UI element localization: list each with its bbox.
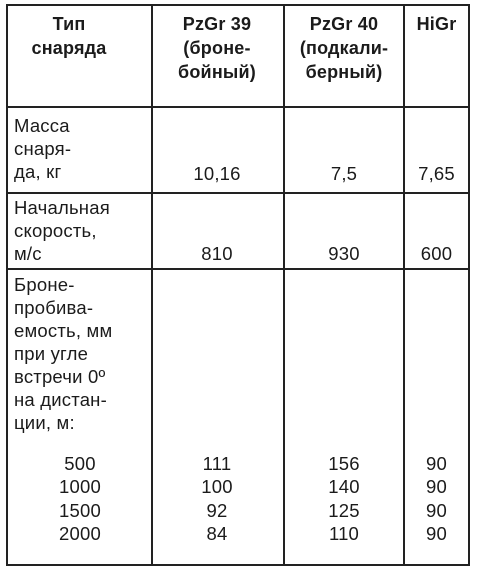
distance-1000: 1000 (59, 476, 101, 498)
row-label-penetration: Броне- пробива- емость, мм при угле встречи 0º на дистан- ции, м: (14, 274, 113, 433)
table-border-bottom (6, 564, 470, 566)
higr-at-2000: 90 (426, 523, 447, 545)
table-border-right (468, 4, 470, 566)
velocity-pzgr40: 930 (328, 243, 360, 264)
row-divider-mass (6, 192, 470, 194)
distance-1500: 1500 (59, 499, 101, 521)
pzgr39-at-1000: 100 (201, 476, 233, 498)
mass-pzgr40: 7,5 (330, 163, 358, 184)
row-divider-velocity (6, 268, 470, 270)
higr-at-1000: 90 (426, 476, 447, 498)
penetration-distances (10, 452, 150, 546)
pzgr40-at-500: 156 (328, 453, 360, 474)
shell-data-table (6, 4, 470, 566)
mass-higr: 7,65 (418, 163, 455, 184)
distance-2000: 2000 (59, 523, 101, 545)
higr-at-500: 90 (426, 453, 447, 474)
row-label-velocity: Начальная скорость, м/с (14, 197, 110, 264)
distance-500: 500 (64, 453, 96, 474)
velocity-pzgr39: 810 (201, 243, 233, 264)
pzgr39-at-2000: 84 (206, 523, 228, 545)
pzgr40-at-1000: 140 (328, 476, 360, 498)
table-border-left (6, 4, 8, 566)
header-pzgr40: PzGr 40 (подкали- берный) (299, 14, 389, 82)
pzgr40-at-2000: 110 (328, 523, 360, 545)
table-border-top (6, 4, 470, 6)
header-pzgr39: PzGr 39 (броне- бойный) (178, 14, 256, 82)
header-bottom-rule (6, 106, 470, 108)
pzgr40-at-1500: 125 (328, 499, 360, 521)
header-shell-type: Тип снаряда (31, 14, 107, 58)
velocity-higr: 600 (420, 243, 453, 264)
pzgr39-at-1500: 92 (206, 499, 228, 521)
penetration-pzgr39 (153, 452, 281, 546)
mass-pzgr39: 10,16 (193, 163, 241, 184)
penetration-higr (405, 452, 468, 546)
higr-at-1500: 90 (426, 499, 447, 521)
row-label-mass: Масса снаря- да, кг (14, 115, 72, 182)
penetration-pzgr40 (285, 452, 403, 546)
pzgr39-at-500: 111 (202, 453, 232, 474)
header-higr: HiGr (416, 14, 457, 34)
